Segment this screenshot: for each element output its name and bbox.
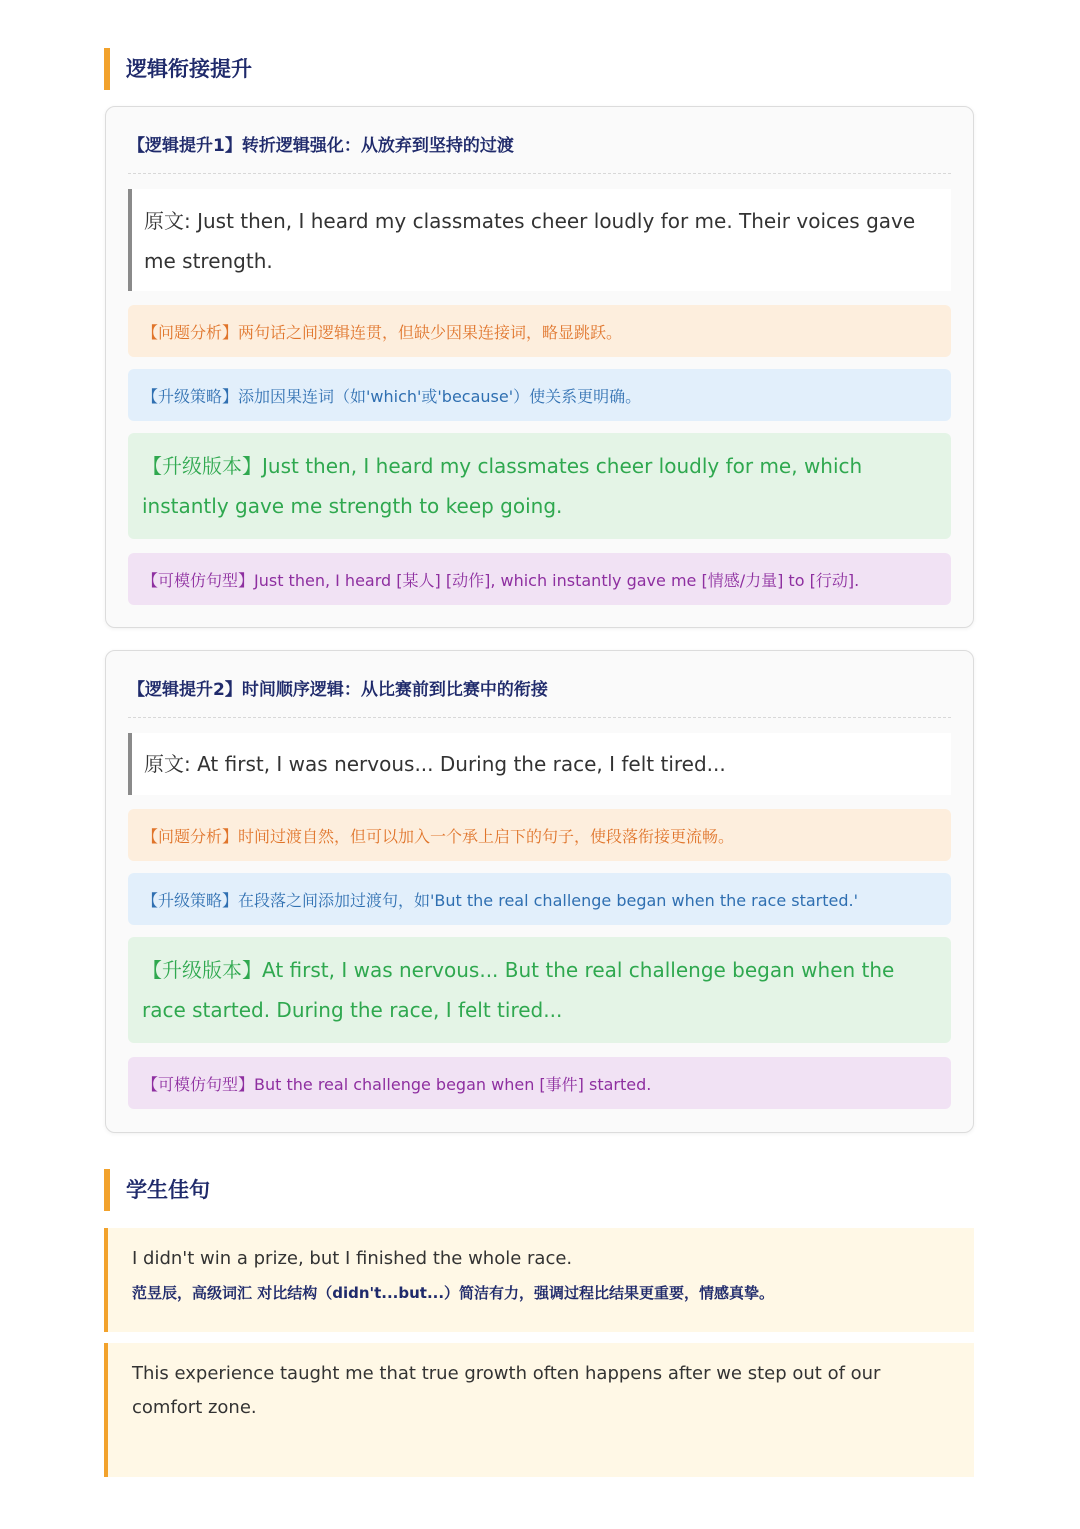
upgrade-strategy <box>128 369 951 421</box>
problem-analysis-text: 【问题分析】两句话之间逻辑连贯，但缺少因果连接词，略显跳跃。 <box>142 322 623 342</box>
upgrade-strategy <box>128 873 951 925</box>
imitation-pattern <box>128 553 951 605</box>
student-sentence: This experience taught me that true growth often happens after we step out of our comfort zone. <box>132 1363 881 1418</box>
card-title: 【逻辑提升1】转折逻辑强化：从放弃到坚持的过渡 <box>128 133 951 174</box>
imitation-pattern-text: 【可模仿句型】Just then, I heard [某人] [动作], which instantly gave me [情感/力量] to [行动]. <box>142 570 860 590</box>
upgraded-version <box>128 937 951 1043</box>
original-text: 原文: Just then, I heard my classmates cheer loudly for me. Their voices gave me strength. <box>128 189 951 291</box>
upgraded-version-text: 【升级版本】At first, I was nervous... But the real challenge began when the race started. During the race, I felt tired... <box>142 958 895 1022</box>
upgrade-strategy-text: 【升级策略】添加因果连词（如'which'或'because'）使关系更明确。 <box>142 386 642 406</box>
imitation-pattern <box>128 1057 951 1109</box>
card-title: 【逻辑提升2】时间顺序逻辑：从比赛前到比赛中的衔接 <box>128 677 951 718</box>
original-text: 原文: At first, I was nervous... During the race, I felt tired... <box>128 733 951 795</box>
upgraded-version <box>128 433 951 539</box>
imitation-pattern-text: 【可模仿句型】But the real challenge began when [事件] started. <box>142 1074 652 1094</box>
student-comment: 范昱辰，高级词汇 对比结构（didn't...but...）简洁有力，强调过程比结果更重要，情感真挚。 <box>132 1284 775 1302</box>
section-title-student: 学生佳句 <box>104 1169 210 1211</box>
student-sentence-card-2 <box>104 1343 974 1477</box>
upgraded-version-text: 【升级版本】Just then, I heard my classmates cheer loudly for me, which instantly gave me strength to keep going. <box>142 454 863 518</box>
student-sentence: I didn't win a prize, but I finished the whole race. <box>132 1248 573 1269</box>
logic-card-1 <box>105 106 974 628</box>
problem-analysis-text: 【问题分析】时间过渡自然，但可以加入一个承上启下的句子，使段落衔接更流畅。 <box>142 826 735 846</box>
problem-analysis <box>128 305 951 357</box>
section-title-logic: 逻辑衔接提升 <box>104 48 252 90</box>
upgrade-strategy-text: 【升级策略】在段落之间添加过渡句，如'But the real challenge began when the race started.' <box>142 890 859 910</box>
problem-analysis <box>128 809 951 861</box>
logic-card-2 <box>105 650 974 1133</box>
student-sentence-card-1 <box>104 1228 974 1332</box>
